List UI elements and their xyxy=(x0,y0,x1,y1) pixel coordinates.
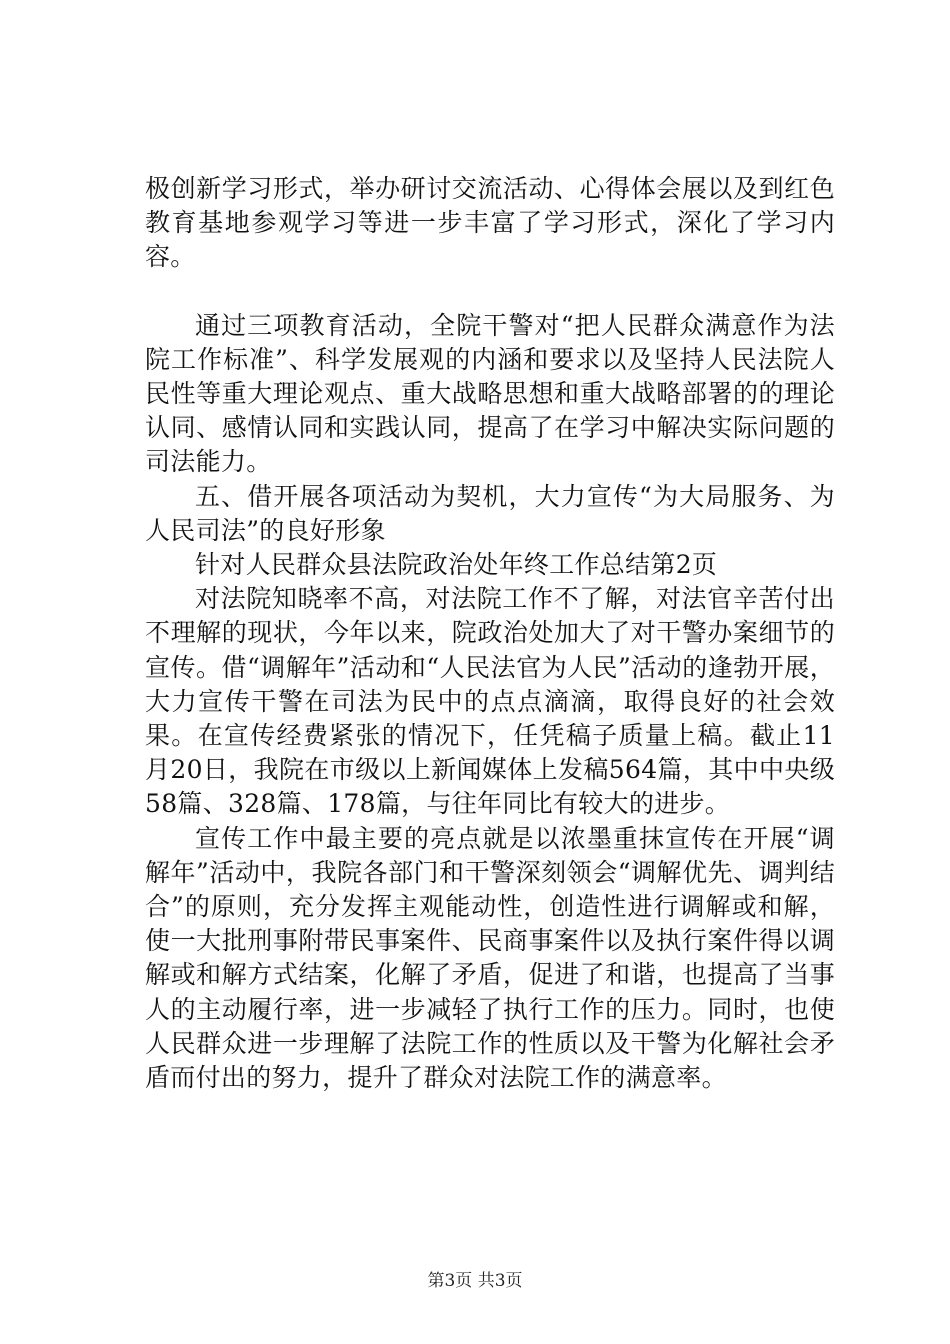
document-body xyxy=(145,172,835,1095)
paragraph-continuation: 极创新学习形式，举办研讨交流活动、心得体会展以及到红色教育基地参观学习等进一步丰富了学习形式，深化了学习内容。 xyxy=(145,174,835,272)
section-heading-five: 五、借开展各项活动为契机，大力宣传“为大局服务、为人民司法”的良好形象 xyxy=(145,481,835,545)
page-number-label: 第3页 共3页 xyxy=(427,1271,523,1291)
page-footer xyxy=(0,1270,950,1292)
paragraph-mediation-highlight: 宣传工作中最主要的亮点就是以浓墨重抹宣传在开展“调解年”活动中，我院各部门和干警深刻领会“调解优先、调判结合”的原则，充分发挥主观能动性，创造性进行调解或和解，使一大批刑事附带民事案件、民商事案件以及执行案件得以调解或和解方式结案，化解了矛盾，促进了和谐，也提高了当事人的主动履行率，进一步减轻了执行工作的压力。同时，也使人民群众进一步理解了法院工作的性质以及干警为化解社会矛盾而付出的努力，提升了群众对法院工作的满意率。 xyxy=(145,823,835,1093)
paragraph-education-activities: 通过三项教育活动，全院干警对“把人民群众满意作为法院工作标准”、科学发展观的内涵和要求以及坚持人民法院人民性等重大理论观点、重大战略思想和重大战略部署的的理论认同、感情认同和实践认同，提高了在学习中解决实际问题的司法能力。 xyxy=(145,310,835,477)
paragraph-page-reference: 针对人民群众县法院政治处年终工作总结第2页 xyxy=(195,550,718,580)
paragraph-publicity-work: 对法院知晓率不高，对法院工作不了解，对法官辛苦付出不理解的现状，今年以来，院政治处加大了对干警办案细节的宣传。借“调解年”活动和“人民法官为人民”活动的逢勃开展，大力宣传干警在司法为民中的点点滴滴，取得良好的社会效果。在宣传经费紧张的情况下，任凭稿子质量上稿。截止11月20日，我院在市级以上新闻媒体上发稿564篇，其中中央级58篇、328篇、178篇，与往年同比有较大的进步。 xyxy=(145,584,835,819)
